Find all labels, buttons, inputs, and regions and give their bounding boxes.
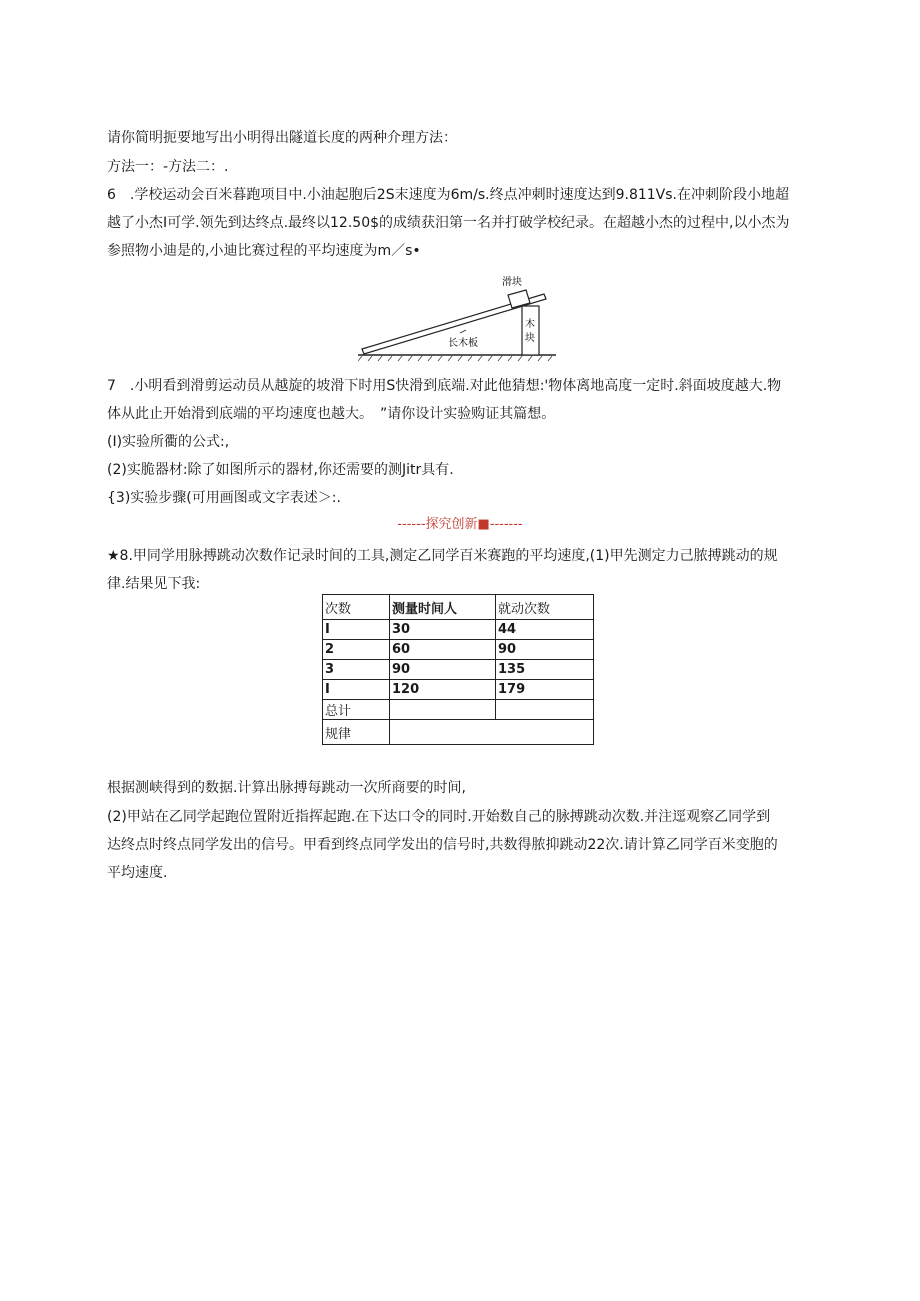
table-rule-row	[323, 720, 594, 745]
table-row	[323, 640, 594, 660]
block-label-2: 块	[525, 333, 535, 344]
board-label: 长木板	[448, 338, 478, 349]
question-7-sub-1: (I)实验所衢的公式:,	[107, 434, 230, 450]
question-8-line-1: ★8.甲同学用脉搏跳动次数作记录时间的工具,测定乙同学百米赛跑的平均速度,(1)甲先测定力己脓搏跳动的规	[107, 548, 778, 564]
table-cell: 135	[496, 660, 594, 680]
table-row	[323, 680, 594, 700]
after-table-line-4: 平均速度.	[107, 865, 168, 881]
block-label-1: 木	[525, 319, 535, 330]
table-row	[323, 620, 594, 640]
table-cell: 120	[390, 680, 496, 700]
table-header-cell: 就动次数	[496, 595, 594, 620]
board-label-leader	[460, 330, 466, 333]
table-total-row	[323, 700, 594, 720]
ground-hatching	[358, 356, 552, 361]
table-header-cell: 次数	[323, 595, 390, 620]
table-cell: 90	[496, 640, 594, 660]
question-7-sub-3: {3)实验步骤(可用画图或文字表述＞:.	[107, 490, 341, 506]
table-cell-empty	[390, 700, 496, 720]
slider-label: 滑块	[502, 277, 522, 288]
question-6-line-3: 参照物小迪是的,小迪比赛过程的平均速度为m／s•	[107, 243, 421, 259]
table-cell: 30	[390, 620, 496, 640]
question-8-line-2: 律.结果见下我:	[107, 576, 201, 592]
table-cell: 90	[390, 660, 496, 680]
table-cell: I	[323, 620, 390, 640]
table-cell: 44	[496, 620, 594, 640]
table-total-label: 总计	[323, 700, 390, 720]
question-7-line-1: 7 .小明看到滑剪运动员从越旋的坡滑下时用S快滑到底端.对此他猜想:'物体离地高度一定时.斜面坡度越大.物	[107, 378, 782, 394]
after-table-line-2: (2)甲站在乙同学起跑位置附近指挥起跑.在下达口令的同时.开始数自己的脉搏跳动次数.并注逕观察乙同学到	[107, 809, 771, 825]
table-header-row	[323, 595, 594, 620]
wooden-block	[522, 306, 539, 355]
incline-figure	[358, 272, 558, 362]
question-7-sub-2: (2)实脆器材:除了如图所示的器材,你还需要的测Jitr具有.	[107, 462, 454, 478]
question-6-line-1: 6 .学校运动会百米暮跑项目中.小油起胞后2S末速度为6m/s.终点冲刺时速度达到9.811Vs.在冲刺阶段小地超	[107, 187, 790, 203]
paragraph-methods-answer: 方法一：-方法二：.	[107, 159, 229, 175]
table-row	[323, 660, 594, 680]
table-cell-empty	[390, 720, 594, 745]
table-cell: I	[323, 680, 390, 700]
pulse-data-table	[322, 594, 594, 745]
table-rule-label: 规律	[323, 720, 390, 745]
table-cell: 179	[496, 680, 594, 700]
table-cell-empty	[496, 700, 594, 720]
question-6-line-2: 越了小杰I可学.领先到达终点.最终以12.50$的成绩获汨第一名并打破学校纪录。在超越小杰的过程中,以小杰为	[107, 215, 790, 231]
table-cell: 60	[390, 640, 496, 660]
table-cell: 2	[323, 640, 390, 660]
table-cell: 3	[323, 660, 390, 680]
paragraph-methods-prompt: 请你简明扼要地写出小明得出隧道长度的两种介理方法：	[107, 130, 457, 146]
after-table-line-3: 达终点时终点同学发出的信号。甲看到终点同学发出的信号时,共数得脓抑跳动22次.请计算乙同学百米变胞的	[107, 837, 778, 853]
question-7-line-2: 体从此止开始滑到底端的平均速度也越大。 ”请你设计实验购证其篇想。	[107, 406, 556, 422]
table-header-cell: 测量时间人	[390, 595, 496, 620]
section-title-explore-innovate: ------探究创新■-------	[397, 517, 523, 532]
after-table-line-1: 根据测峡得到的数据.计算出脉搏每跳动一次所商要的时间,	[107, 780, 466, 796]
